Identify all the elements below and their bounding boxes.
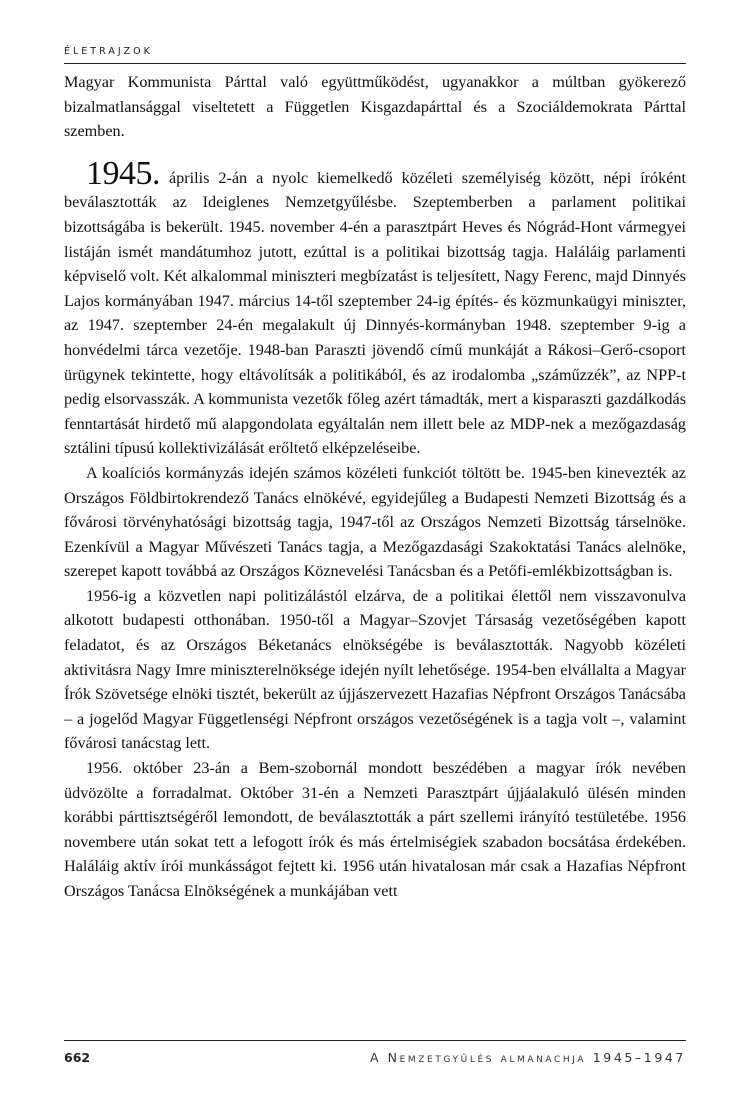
paragraph-2 <box>64 154 686 461</box>
paragraph-2-text: április 2-án a nyolc kiemelkedő közéleti személyiség között, népi íróként beválasztották az Ideiglenes Nemzetgyűlésbe. Szeptemberben a parlament politikai bizottságába is bekerült. 1945. november 4-én a parasztpárt Heves és Nógrád-Hont vármegyei listáján ismét mandátumhoz jutott, ezúttal is a politikai bizottság tagja. Haláláig parlamenti képviselő volt. Két alkalommal miniszteri megbízatást is teljesített, Nagy Ferenc, majd Dinnyés Lajos kormányában 1947. március 14-től szeptember 24-ig építés- és közmunkaügyi miniszter, az 1947. szeptember 24-én megalakult új Dinnyés-kormányban 1948. szeptember 9-ig a honvédelmi tárca vezetője. 1948-ban Paraszti jövendő című munkáját a Rákosi–Gerő-csoport ürügynek tekintette, hogy eltávolítsák a politikából, és az irodalomba „száműzzék”, az NPP-t pedig elsorvasszák. A kommunista vezetők főleg azért támadták, mert a kisparaszti gazdálkodás fenntartását hirdető mű alapgondolata egyáltalán nem illett bele az MDP-nek a mezőgazdaság sztálini típusú kollektivizálását erőltető elképzeléseibe. <box>64 168 686 458</box>
running-foot: A Nemzetgyűlés almanachja 1945–1947 <box>369 1050 686 1065</box>
running-head: ÉLETRAJZOK <box>64 46 153 57</box>
page-number: 662 <box>64 1050 91 1065</box>
paragraph-5: 1956. október 23-án a Bem-szobornál mondott beszédében a magyar írók nevében üdvözölte a forradalmat. Október 31-én a Nemzeti Parasztpárt újjáalakuló ülésén minden korábbi párttisztségéről lemondott, de beválasztották a párt szellemi irányító testületébe. 1956 novembere után sokat tett a lefogott írók és más értelmiségiek szabadon bocsátása érdekében. Haláláig aktív írói munkásságot fejtett ki. 1956 után hivatalosan már csak a Hazafias Népfront Országos Tanácsa Elnökségének a munkájában vett <box>64 759 686 900</box>
footer-rule <box>64 1040 686 1041</box>
paragraph-4: 1956-ig a közvetlen napi politizálástól elzárva, de a politikai élettől nem visszavonulva alkotott budapesti otthonában. 1950-től a Magyar–Szovjet Társaság vezetőségében kapott feladatot, és az Országos Béketanács elnökségébe is beválasztották. Nagyobb közéleti aktivitásra Nagy Imre miniszterelnöksége idején nyílt lehetősége. 1954-ben elvállalta a Magyar Írók Szövetsége elnöki tisztét, bekerült az újjászervezett Hazafias Népfront Országos Tanácsába – a jogelőd Magyar Függetlenségi Népfront országos vezetőségének is a tagja volt –, valamint fővárosi tanácstag lett. <box>64 586 686 753</box>
body-text <box>64 70 686 904</box>
lead-year: 1945. <box>86 154 160 192</box>
paragraph-1: Magyar Kommunista Párttal való együttműködést, ugyanakkor a múltban gyökerező bizalmatlansággal viseltetett a Független Kisgazdapárttal és a Szociáldemokrata Párttal szemben. <box>64 73 686 141</box>
paragraph-3: A koalíciós kormányzás idején számos közéleti funkciót töltött be. 1945-ben kinevezték az Országos Földbirtokrendező Tanács elnökévé, egyidejűleg a Budapesti Nemzeti Bizottság és a fővárosi törvényhatósági bizottság tagja, 1947-től az Országos Nemzeti Bizottság társelnöke. Ezenkívül a Magyar Művészeti Tanács tagja, a Mezőgazdasági Szakoktatási Tanács alelnöke, szerepet kapott továbbá az Országos Köznevelési Tanácsban és a Petőfi-emlékbizottságban is. <box>64 463 686 581</box>
header-rule <box>64 63 686 64</box>
